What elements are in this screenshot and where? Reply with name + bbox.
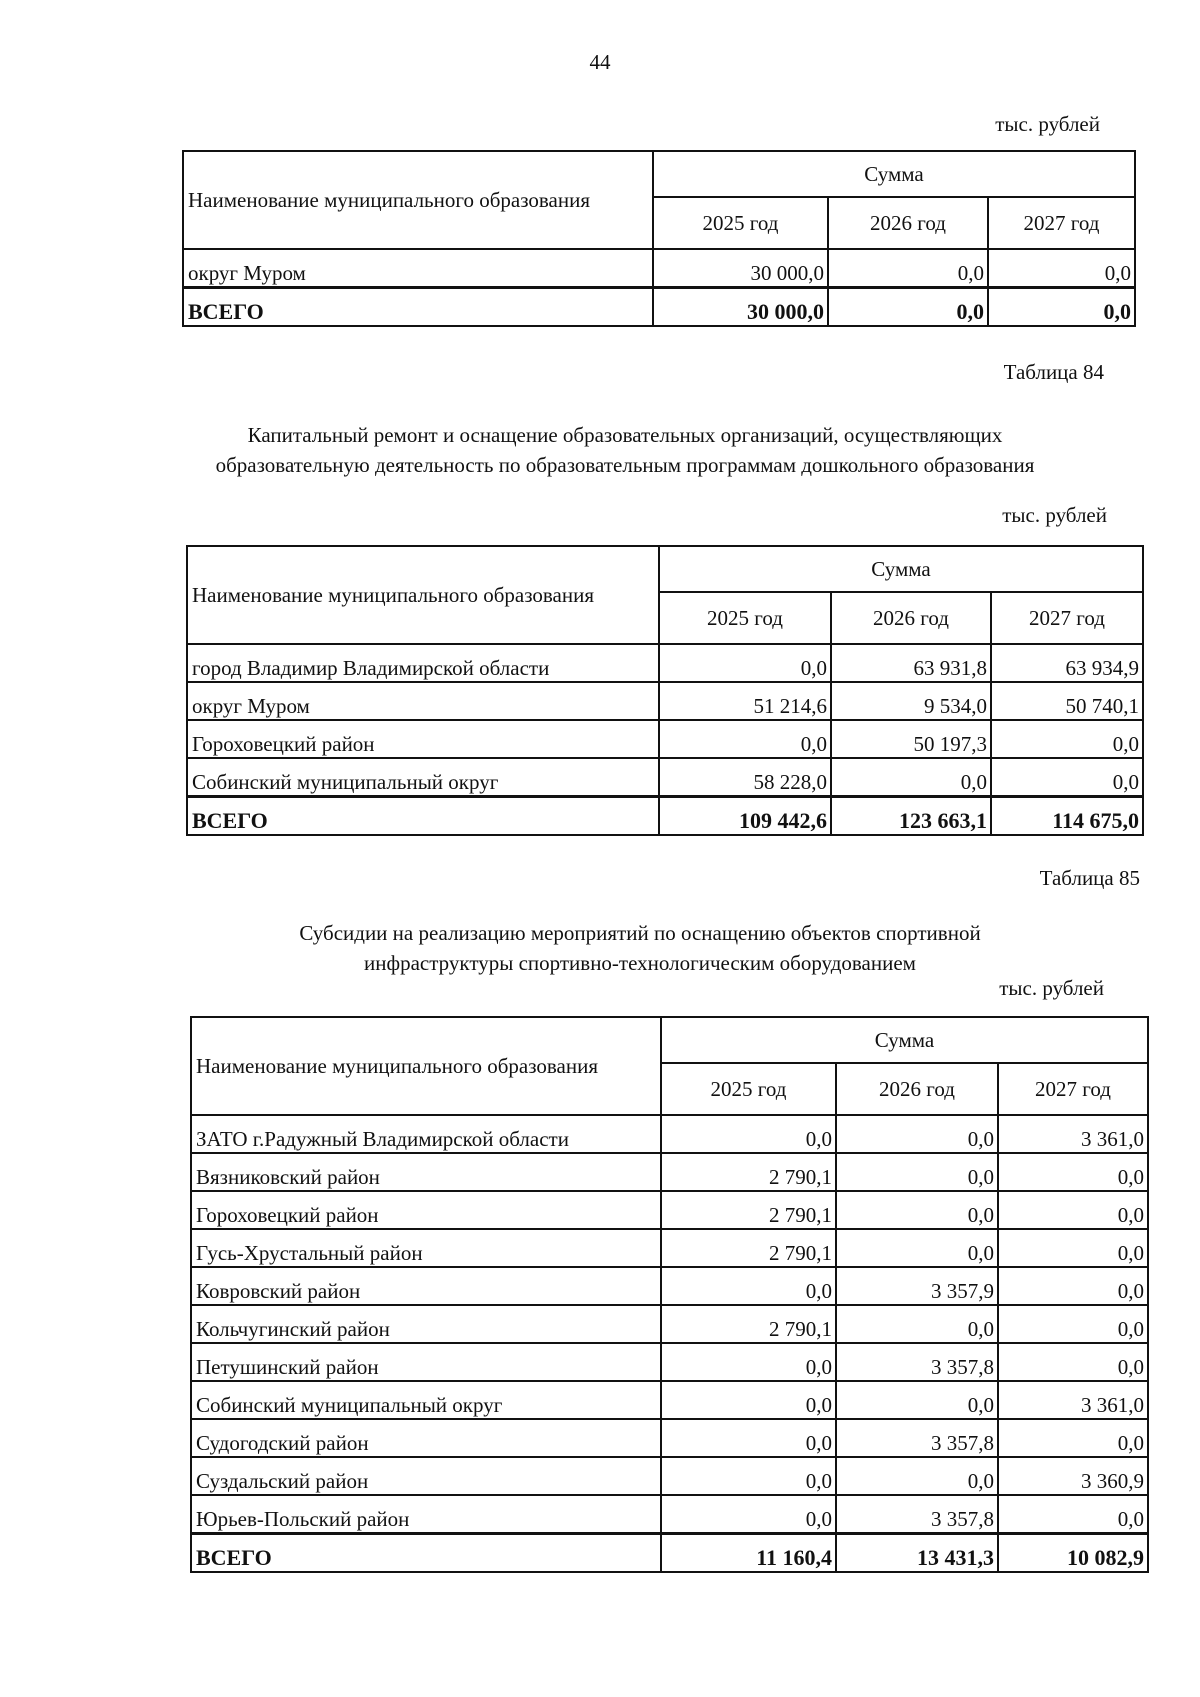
table-row <box>191 1343 1148 1381</box>
column-header-sum: Сумма <box>661 1017 1148 1063</box>
row-name-cell: ВСЕГО <box>191 1534 661 1573</box>
table-row <box>187 644 1143 682</box>
column-header-name: Наименование муниципального образования <box>187 546 659 644</box>
table-title-85-line1: Субсидии на реализацию мероприятий по оснащению объектов спортивной <box>299 921 981 945</box>
value-2026-cell: 3 357,8 <box>836 1419 998 1457</box>
row-name-cell: ВСЕГО <box>183 288 653 327</box>
value-2025-cell: 58 228,0 <box>659 758 831 797</box>
table-title-84-line1: Капитальный ремонт и оснащение образовательных организаций, осуществляющих <box>247 423 1003 447</box>
table-title-85 <box>200 918 1080 978</box>
column-header-sum: Сумма <box>659 546 1143 592</box>
value-2025-cell: 11 160,4 <box>661 1534 836 1573</box>
value-2026-cell: 0,0 <box>828 288 988 327</box>
row-name-cell: город Владимир Владимирской области <box>187 644 659 682</box>
value-2025-cell: 2 790,1 <box>661 1229 836 1267</box>
value-2027-cell: 114 675,0 <box>991 797 1143 836</box>
value-2025-cell: 30 000,0 <box>653 288 828 327</box>
value-2027-cell: 0,0 <box>998 1343 1148 1381</box>
table-title-85-line2: инфраструктуры спортивно-технологическим оборудованием <box>364 951 916 975</box>
value-2026-cell: 0,0 <box>836 1153 998 1191</box>
table-row <box>191 1457 1148 1495</box>
value-2025-cell: 0,0 <box>661 1457 836 1495</box>
column-header-year: 2025 год <box>661 1063 836 1115</box>
value-2026-cell: 13 431,3 <box>836 1534 998 1573</box>
value-2026-cell: 123 663,1 <box>831 797 991 836</box>
table-84-body <box>187 546 1143 835</box>
value-2027-cell: 3 360,9 <box>998 1457 1148 1495</box>
value-2026-cell: 3 357,9 <box>836 1267 998 1305</box>
value-2026-cell: 0,0 <box>836 1191 998 1229</box>
row-name-cell: Петушинский район <box>191 1343 661 1381</box>
column-header-year: 2026 год <box>828 197 988 249</box>
table-row <box>191 1495 1148 1534</box>
column-header-year: 2027 год <box>991 592 1143 644</box>
row-name-cell: Собинский муниципальный округ <box>191 1381 661 1419</box>
table-row <box>191 1153 1148 1191</box>
row-name-cell: Собинский муниципальный округ <box>187 758 659 797</box>
row-name-cell: ЗАТО г.Радужный Владимирской области <box>191 1115 661 1153</box>
table-row <box>191 1419 1148 1457</box>
table-84 <box>186 545 1144 836</box>
value-2027-cell: 0,0 <box>998 1191 1148 1229</box>
value-2025-cell: 2 790,1 <box>661 1191 836 1229</box>
table-row <box>191 1267 1148 1305</box>
value-2025-cell: 0,0 <box>661 1381 836 1419</box>
row-name-cell: Гусь-Хрустальный район <box>191 1229 661 1267</box>
column-header-name: Наименование муниципального образования <box>191 1017 661 1115</box>
row-name-cell: Суздальский район <box>191 1457 661 1495</box>
value-2026-cell: 63 931,8 <box>831 644 991 682</box>
value-2025-cell: 0,0 <box>661 1343 836 1381</box>
row-name-cell: Кольчугинский район <box>191 1305 661 1343</box>
row-name-cell: Ковровский район <box>191 1267 661 1305</box>
column-header-sum: Сумма <box>653 151 1135 197</box>
value-2026-cell: 0,0 <box>836 1457 998 1495</box>
table-85-body <box>191 1017 1148 1572</box>
value-2027-cell: 0,0 <box>998 1495 1148 1534</box>
value-2025-cell: 0,0 <box>659 720 831 758</box>
value-2027-cell: 10 082,9 <box>998 1534 1148 1573</box>
value-2027-cell: 3 361,0 <box>998 1115 1148 1153</box>
column-header-name: Наименование муниципального образования <box>183 151 653 249</box>
row-name-cell: Вязниковский район <box>191 1153 661 1191</box>
table-row <box>191 1381 1148 1419</box>
value-2027-cell: 0,0 <box>988 249 1135 288</box>
value-2025-cell: 0,0 <box>659 644 831 682</box>
page-number: 44 <box>589 50 611 74</box>
value-2027-cell: 0,0 <box>998 1229 1148 1267</box>
value-2025-cell: 30 000,0 <box>653 249 828 288</box>
value-2027-cell: 0,0 <box>998 1305 1148 1343</box>
value-2027-cell: 63 934,9 <box>991 644 1143 682</box>
value-2025-cell: 0,0 <box>661 1495 836 1534</box>
value-2027-cell: 3 361,0 <box>998 1381 1148 1419</box>
table-continuation-body <box>183 151 1135 326</box>
value-2025-cell: 2 790,1 <box>661 1153 836 1191</box>
column-header-year: 2025 год <box>653 197 828 249</box>
units-label: тыс. рублей <box>995 112 1100 136</box>
value-2025-cell: 109 442,6 <box>659 797 831 836</box>
value-2027-cell: 0,0 <box>998 1267 1148 1305</box>
row-name-cell: Гороховецкий район <box>191 1191 661 1229</box>
table-title-84 <box>150 420 1100 480</box>
total-row <box>191 1534 1148 1573</box>
value-2027-cell: 0,0 <box>998 1419 1148 1457</box>
value-2026-cell: 0,0 <box>836 1381 998 1419</box>
row-name-cell: округ Муром <box>187 682 659 720</box>
column-header-year: 2026 год <box>831 592 991 644</box>
value-2027-cell: 0,0 <box>991 758 1143 797</box>
column-header-year: 2025 год <box>659 592 831 644</box>
table-row <box>191 1115 1148 1153</box>
row-name-cell: Юрьев-Польский район <box>191 1495 661 1534</box>
table-title-84-line2: образовательную деятельность по образовательным программам дошкольного образования <box>215 453 1035 477</box>
table-row <box>191 1191 1148 1229</box>
value-2026-cell: 3 357,8 <box>836 1343 998 1381</box>
value-2027-cell: 0,0 <box>991 720 1143 758</box>
value-2026-cell: 0,0 <box>831 758 991 797</box>
column-header-year: 2027 год <box>988 197 1135 249</box>
value-2026-cell: 9 534,0 <box>831 682 991 720</box>
value-2025-cell: 0,0 <box>661 1267 836 1305</box>
table-continuation <box>182 150 1136 327</box>
table-row <box>187 682 1143 720</box>
table-row <box>191 1305 1148 1343</box>
table-row <box>187 758 1143 797</box>
value-2026-cell: 0,0 <box>828 249 988 288</box>
value-2025-cell: 0,0 <box>661 1115 836 1153</box>
table-row <box>183 249 1135 288</box>
row-name-cell: ВСЕГО <box>187 797 659 836</box>
value-2027-cell: 0,0 <box>988 288 1135 327</box>
value-2025-cell: 51 214,6 <box>659 682 831 720</box>
column-header-year: 2027 год <box>998 1063 1148 1115</box>
total-row <box>187 797 1143 836</box>
units-label: тыс. рублей <box>1002 503 1107 527</box>
row-name-cell: округ Муром <box>183 249 653 288</box>
table-row <box>191 1229 1148 1267</box>
table-85 <box>190 1016 1149 1573</box>
units-label: тыс. рублей <box>999 976 1104 1000</box>
row-name-cell: Судогодский район <box>191 1419 661 1457</box>
value-2027-cell: 50 740,1 <box>991 682 1143 720</box>
column-header-year: 2026 год <box>836 1063 998 1115</box>
table-caption-85: Таблица 85 <box>1039 866 1140 890</box>
table-caption-84: Таблица 84 <box>1003 360 1104 384</box>
value-2026-cell: 3 357,8 <box>836 1495 998 1534</box>
value-2026-cell: 0,0 <box>836 1305 998 1343</box>
table-row <box>187 720 1143 758</box>
value-2026-cell: 0,0 <box>836 1229 998 1267</box>
value-2026-cell: 50 197,3 <box>831 720 991 758</box>
value-2026-cell: 0,0 <box>836 1115 998 1153</box>
total-row <box>183 288 1135 327</box>
value-2025-cell: 2 790,1 <box>661 1305 836 1343</box>
value-2025-cell: 0,0 <box>661 1419 836 1457</box>
row-name-cell: Гороховецкий район <box>187 720 659 758</box>
value-2027-cell: 0,0 <box>998 1153 1148 1191</box>
